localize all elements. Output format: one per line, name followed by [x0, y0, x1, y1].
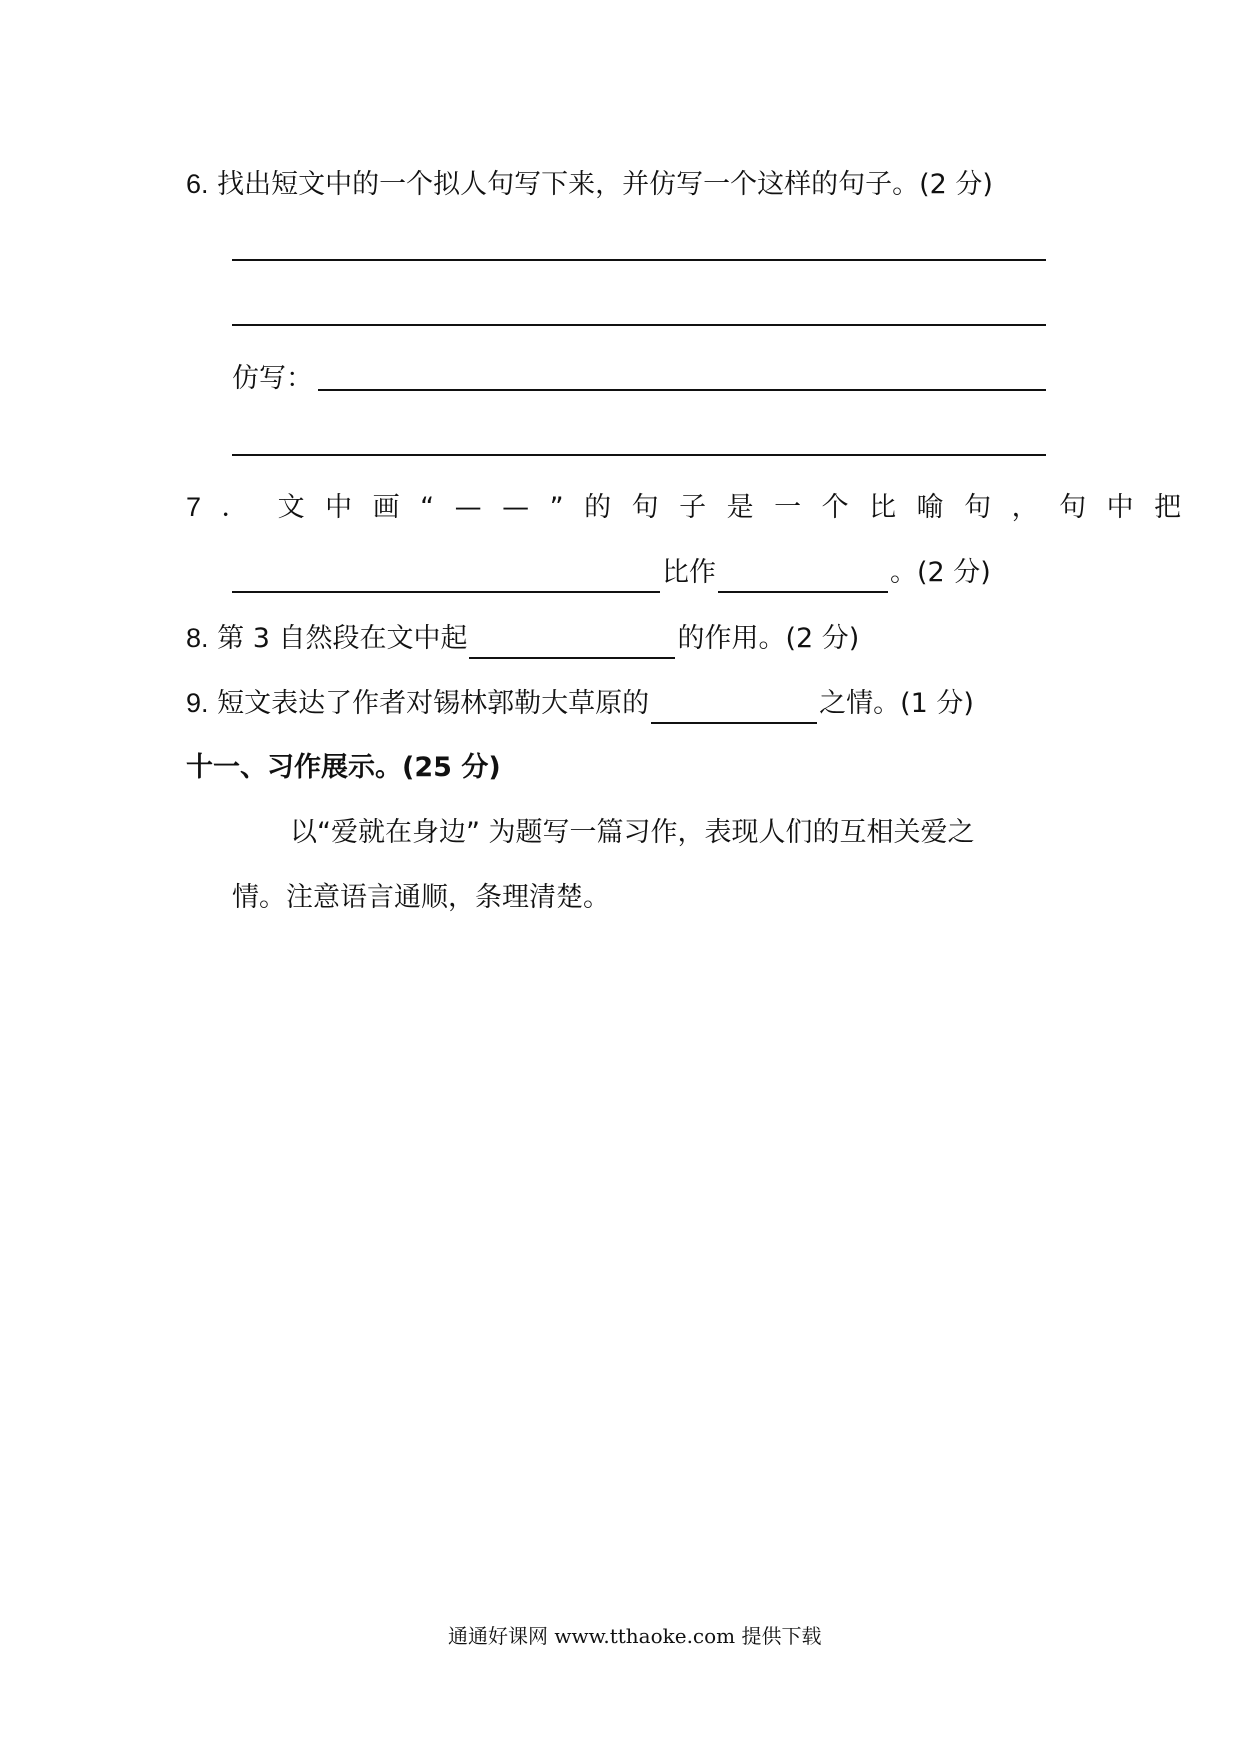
question-9 [186, 683, 974, 724]
question-9-before: 短文表达了作者对锡林郭勒大草原的 [217, 688, 650, 719]
question-7-fill [232, 553, 991, 593]
question-7-text: 文中画“——”的句子是一个比喻句，句中把 [277, 492, 1202, 523]
question-6-number: 6. [186, 169, 209, 199]
question-6-text: 找出短文中的一个拟人句写下来，并仿写一个这样的句子。(2 分) [217, 169, 993, 200]
section-11-heading: 十一、习作展示。(25 分) [186, 752, 501, 783]
blank-compared-object[interactable] [232, 561, 660, 593]
question-8-after: 的作用。(2 分) [677, 623, 860, 654]
question-9-after: 之情。(1 分) [819, 688, 974, 719]
question-7-mid: 比作 [662, 557, 716, 588]
answer-line-2[interactable] [232, 324, 1046, 326]
answer-line-3[interactable] [232, 454, 1046, 456]
question-8-number: 8. [186, 623, 209, 653]
question-7-number: 7． [186, 492, 270, 522]
imitate-label: 仿写： [232, 363, 313, 394]
question-6 [186, 164, 993, 205]
writing-prompt-line-1: 以“爱就在身边” 为题写一篇习作，表现人们的互相关爱之 [290, 817, 975, 848]
question-8 [186, 618, 859, 659]
blank-compared-to[interactable] [718, 561, 888, 593]
question-9-number: 9. [186, 688, 209, 718]
blank-feeling[interactable] [651, 692, 817, 724]
question-7 [186, 487, 1202, 528]
question-7-end: 。(2 分) [890, 557, 991, 588]
writing-prompt-line-2: 情。注意语言通顺，条理清楚。 [232, 882, 610, 913]
footer-source: 通通好课网 www.tthaoke.com 提供下载 [448, 1624, 822, 1648]
imitate-answer-line[interactable] [318, 389, 1046, 391]
question-8-before: 第 3 自然段在文中起 [217, 623, 468, 654]
blank-paragraph-role[interactable] [469, 627, 675, 659]
answer-line-1[interactable] [232, 259, 1046, 261]
